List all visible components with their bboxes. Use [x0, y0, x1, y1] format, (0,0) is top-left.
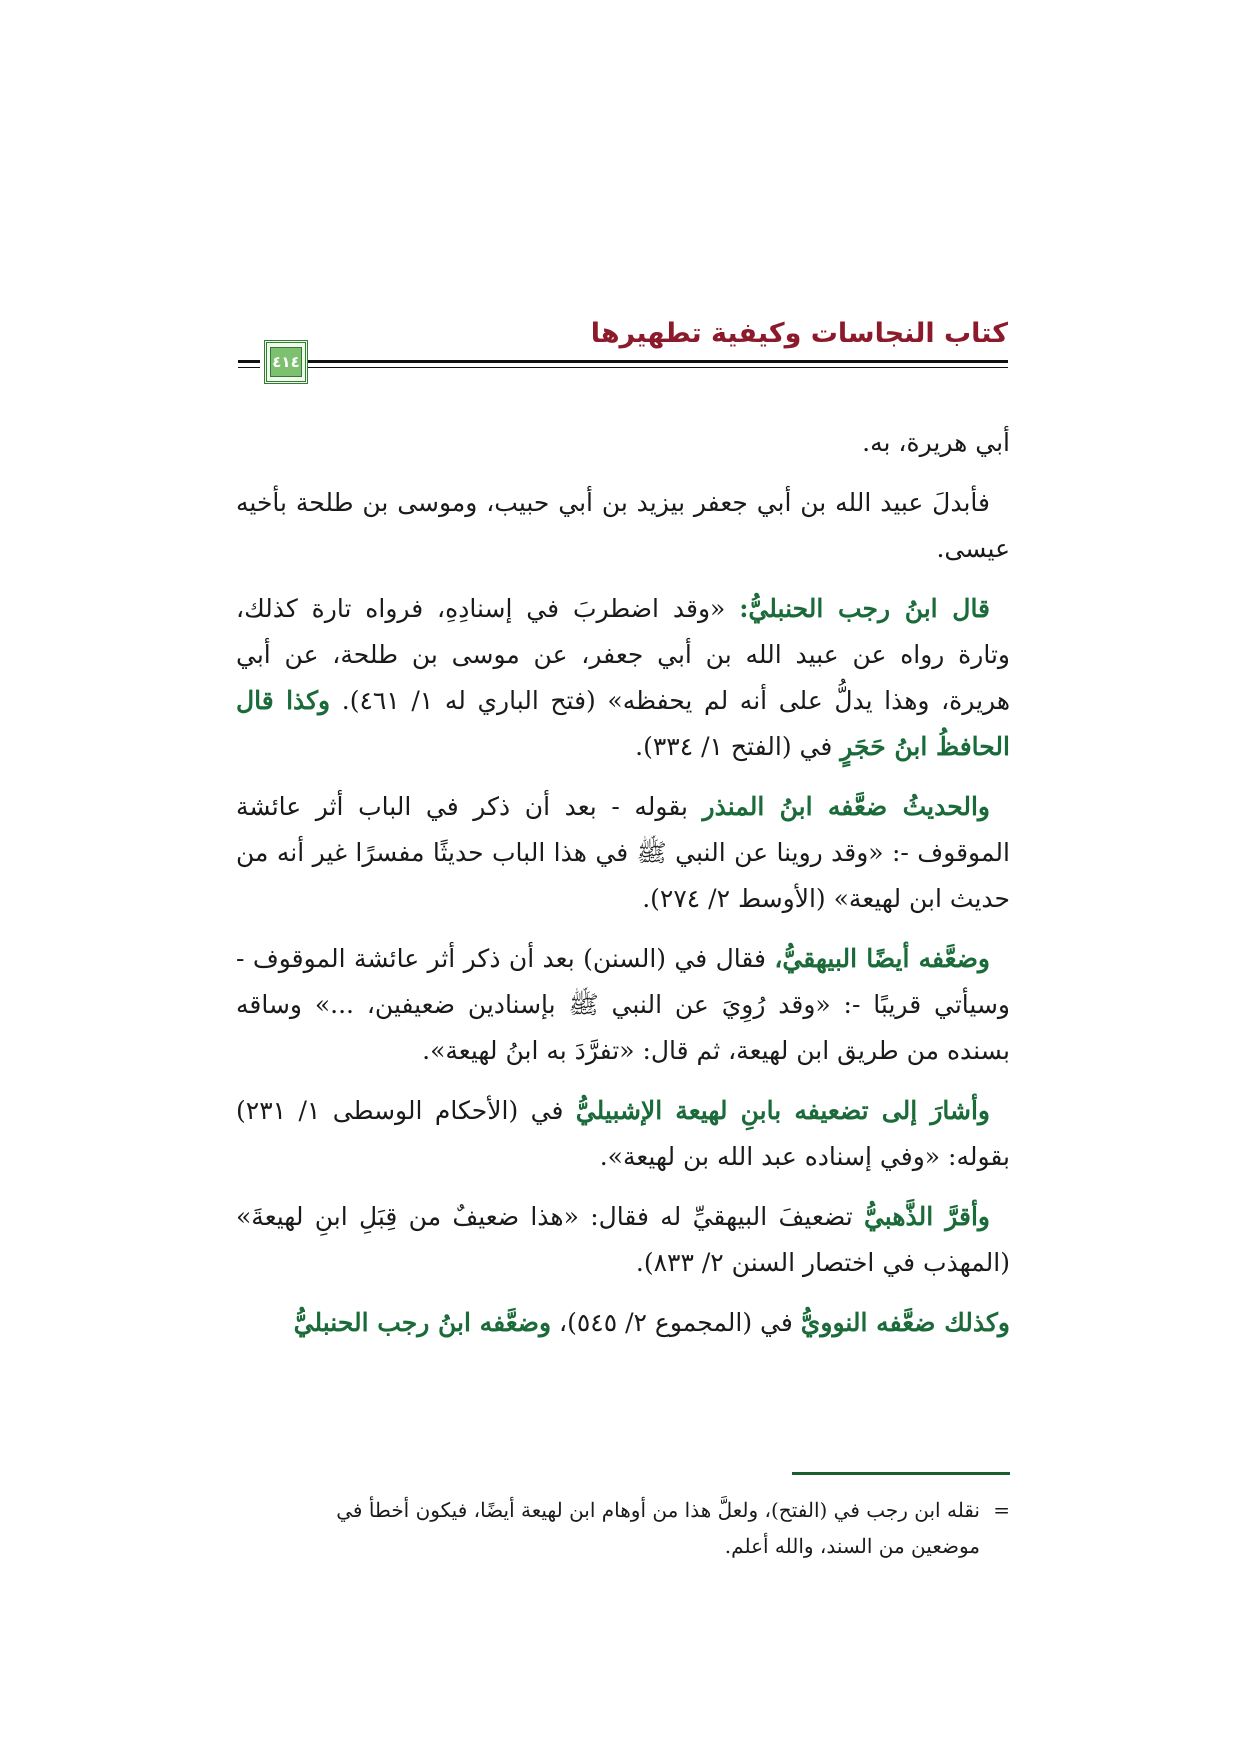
text-segment: «وقد اضطربَ في إسنادِهِ، فرواه تارة كذلك، وتارة رواه عن عبيد الله بن أبي جعفر، عن موسى بن طلحة، عن أبي هريرة، وهذا يدلُّ على أنه لم يحفظه» (فتح الباري له ١/ ٤٦١). — [236, 594, 1011, 715]
highlighted-attribution: وكذلك ضعَّفه النوويُّ — [800, 1308, 1010, 1337]
text-segment: فقال في (السنن) بعد أن ذكر أثر عائشة الموقوف - وسيأتي قريبًا -: «وقد رُوِيَ عن النبي ﷺ بإسنادين ضعيفين، ...» وساقه بسنده من طريق ابن لهيعة، ثم قال: «تفرَّدَ به ابنُ لهيعة». — [236, 944, 1010, 1065]
paragraph-3 — [236, 586, 1010, 770]
paragraph-2 — [236, 480, 1010, 572]
text-segment: تضعيفَ البيهقيِّ له فقال: «هذا ضعيفٌ من قِبَلِ ابنِ لهيعةَ» (المهذب في اختصار السنن ٢/ ٨٣٣). — [236, 1202, 1010, 1277]
page-header — [238, 318, 1008, 390]
text-segment: في (الأحكام الوسطى ١/ ٢٣١) بقوله: «وفي إسناده عبد الله بن لهيعة». — [236, 1096, 1010, 1171]
paragraph-4 — [236, 784, 1010, 922]
text-segment: في (الفتح ١/ ٣٣٤). — [635, 732, 841, 761]
page-number-badge — [264, 340, 308, 384]
paragraph-6 — [236, 1088, 1010, 1180]
footnote-text: نقله ابن رجب في (الفتح)، ولعلَّ هذا من أوهام ابن لهيعة أيضًا، فيكون أخطأ في — [336, 1498, 980, 1522]
footnote-continuation-marker: = — [993, 1498, 1010, 1522]
highlighted-attribution: وأشارَ إلى تضعيفه بابنِ لهيعة الإشبيليُّ — [575, 1096, 990, 1125]
header-rule-thick — [286, 360, 1008, 363]
text-segment: فأبدلَ عبيد الله بن أبي جعفر بيزيد بن أبي حبيب، وموسى بن طلحة بأخيه عيسى. — [236, 488, 1010, 563]
highlighted-attribution: وضعَّفه أيضًا البيهقيُّ، — [774, 944, 990, 973]
paragraph-1 — [236, 420, 1010, 466]
text-segment: في (المجموع ٢/ ٥٤٥)، — [551, 1308, 801, 1337]
footnote — [236, 1492, 1010, 1564]
paragraph-8 — [236, 1300, 1010, 1346]
footnote-line-2: موضعين من السند، والله أعلم. — [724, 1534, 980, 1558]
header-rule-left-thin — [238, 367, 260, 368]
text-segment: بقوله - بعد أن ذكر في الباب أثر عائشة الموقوف -: «وقد روينا عن النبي ﷺ في هذا الباب حديثًا مفسرًا غير أنه من حديث ابن لهيعة» (الأوسط ٢/ ٢٧٤). — [236, 792, 1010, 913]
paragraph-5 — [236, 936, 1010, 1074]
body-text — [236, 420, 1010, 1360]
header-rule-left-thick — [238, 360, 260, 363]
text-segment: أبي هريرة، به. — [862, 428, 1010, 457]
highlighted-attribution: والحديثُ ضعَّفه ابنُ المنذر — [702, 792, 990, 821]
highlighted-attribution: وضعَّفه ابنُ رجب الحنبليُّ — [293, 1308, 552, 1337]
footnote-line-1 — [236, 1492, 1010, 1528]
highlighted-attribution: قال ابنُ رجب الحنبليُّ: — [739, 594, 991, 623]
book-title: كتاب النجاسات وكيفية تطهيرها — [590, 318, 1008, 349]
footnote-separator — [792, 1472, 1010, 1475]
highlighted-attribution: وأقرَّ الذَّهبيُّ — [863, 1202, 990, 1231]
header-rule-thin — [286, 367, 1008, 368]
page-number: ٤١٤ — [270, 347, 302, 377]
highlighted-attribution: وكذا قال الحافظُ ابنُ حَجَرٍ — [236, 686, 1010, 761]
paragraph-7 — [236, 1194, 1010, 1286]
